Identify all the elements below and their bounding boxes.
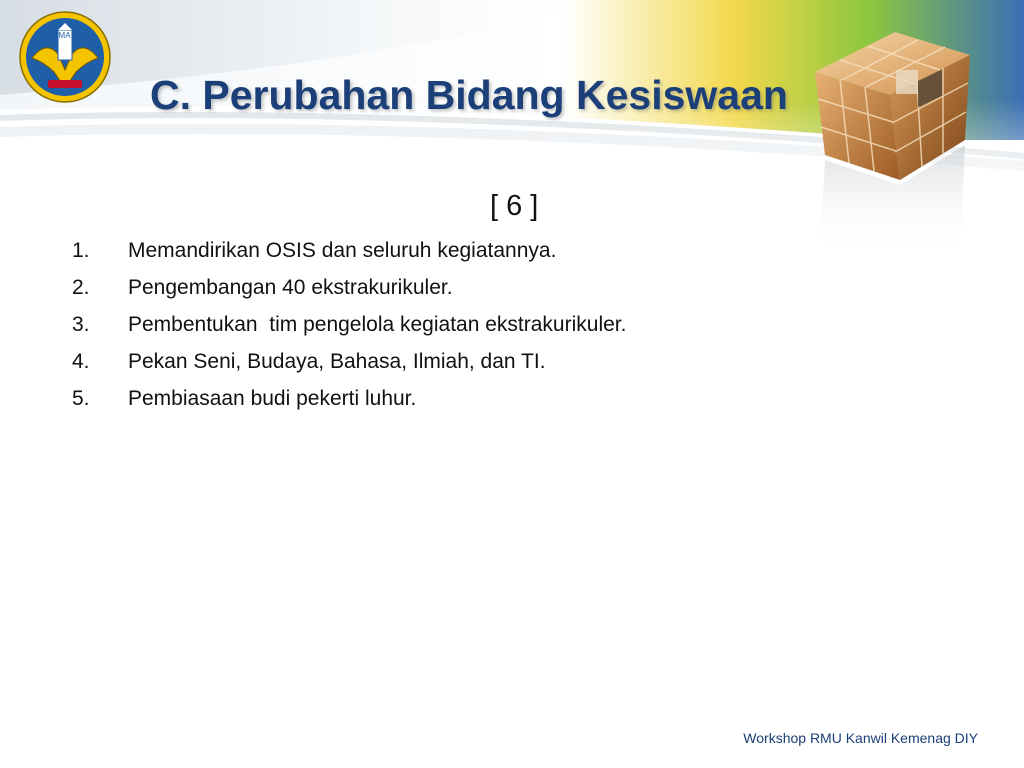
list-item-number: 1. [72, 238, 90, 262]
list-item-text: Pembentukan tim pengelola kegiatan ekstrakurikuler. [128, 312, 627, 336]
numbered-list [72, 232, 626, 417]
list-item [72, 380, 626, 417]
list-item-number: 2. [72, 275, 90, 299]
logo-text: SMA 1 [53, 31, 77, 40]
list-item [72, 343, 626, 380]
list-item [72, 306, 626, 343]
list-item-text: Memandirikan OSIS dan seluruh kegiatannya. [128, 238, 557, 262]
list-item-text: Pembiasaan budi pekerti luhur. [128, 386, 417, 410]
footer-text: Workshop RMU Kanwil Kemenag DIY [743, 730, 978, 746]
list-item-text: Pengembangan 40 ekstrakurikuler. [128, 275, 453, 299]
list-item [72, 269, 626, 306]
section-marker: [ 6 ] [490, 190, 539, 222]
school-logo [18, 10, 112, 104]
slide-title: C. Perubahan Bidang Kesiswaan [150, 72, 788, 118]
list-item-number: 4. [72, 349, 90, 373]
photo-cube-graphic [800, 10, 985, 260]
list-item-number: 5. [72, 386, 90, 410]
list-item [72, 232, 626, 269]
list-item-number: 3. [72, 312, 90, 336]
list-item-text: Pekan Seni, Budaya, Bahasa, Ilmiah, dan TI. [128, 349, 546, 373]
